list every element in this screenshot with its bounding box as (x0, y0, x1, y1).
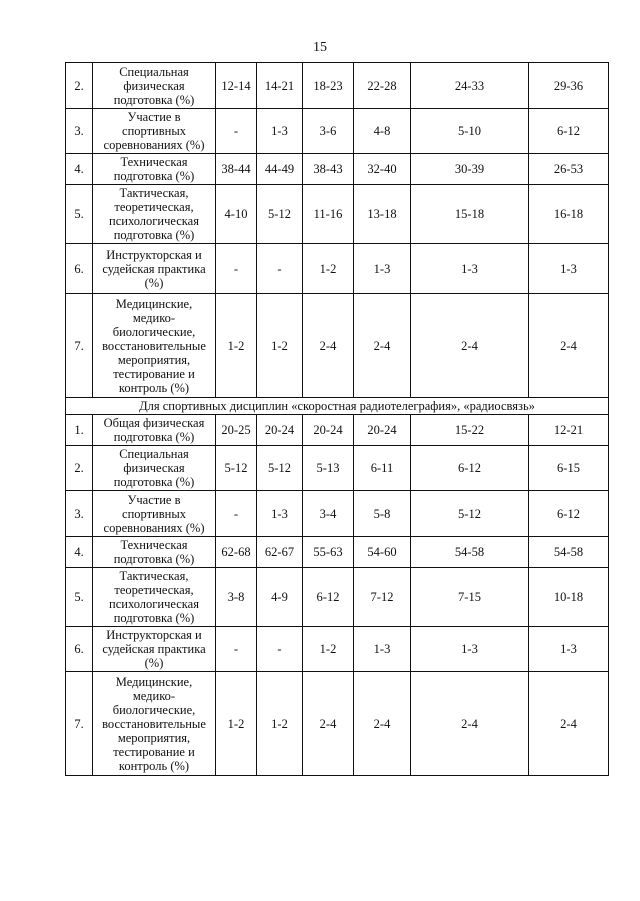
value-cell: 6-15 (529, 446, 609, 491)
value-cell: 5-12 (216, 446, 257, 491)
value-cell: 18-23 (303, 63, 354, 109)
value-cell: 20-24 (257, 415, 303, 446)
value-cell: 54-60 (354, 537, 411, 568)
section-header-row (66, 398, 609, 415)
value-cell: 15-18 (411, 185, 529, 244)
table-section-header (66, 398, 609, 415)
table-row (66, 627, 609, 672)
value-cell: 11-16 (303, 185, 354, 244)
value-cell: 5-12 (257, 185, 303, 244)
row-label: Инструкторская и судейская практика (%) (93, 244, 216, 294)
row-label: Специальная физическая подготовка (%) (93, 446, 216, 491)
row-label: Тактическая, теоретическая, психологическая подготовка (%) (93, 185, 216, 244)
section-header: Для спортивных дисциплин «скоростная радиотелеграфия», «радиосвязь» (66, 398, 609, 415)
row-label: Медицинские, медико-биологические, восстановительные мероприятия, тестирование и контроль (%) (93, 672, 216, 776)
value-cell: 1-3 (257, 491, 303, 537)
row-label: Общая физическая подготовка (%) (93, 415, 216, 446)
value-cell: 38-43 (303, 154, 354, 185)
value-cell: 5-8 (354, 491, 411, 537)
table-row (66, 446, 609, 491)
row-label: Техническая подготовка (%) (93, 537, 216, 568)
value-cell: 1-3 (529, 244, 609, 294)
value-cell: 1-2 (303, 627, 354, 672)
value-cell: 12-21 (529, 415, 609, 446)
row-number: 5. (66, 185, 93, 244)
value-cell: - (216, 244, 257, 294)
row-number: 2. (66, 446, 93, 491)
value-cell: 20-24 (303, 415, 354, 446)
value-cell: 2-4 (411, 672, 529, 776)
value-cell: 2-4 (354, 294, 411, 398)
value-cell: 4-9 (257, 568, 303, 627)
value-cell: 54-58 (411, 537, 529, 568)
value-cell: - (257, 244, 303, 294)
value-cell: 5-12 (257, 446, 303, 491)
value-cell: 1-3 (411, 244, 529, 294)
row-label: Участие в спортивных соревнованиях (%) (93, 491, 216, 537)
row-number: 4. (66, 537, 93, 568)
row-number: 6. (66, 244, 93, 294)
table-row (66, 491, 609, 537)
value-cell: 14-21 (257, 63, 303, 109)
value-cell: 5-12 (411, 491, 529, 537)
row-label: Техническая подготовка (%) (93, 154, 216, 185)
value-cell: 1-3 (411, 627, 529, 672)
value-cell: 24-33 (411, 63, 529, 109)
value-cell: - (257, 627, 303, 672)
value-cell: 55-63 (303, 537, 354, 568)
value-cell: 62-68 (216, 537, 257, 568)
table-row (66, 244, 609, 294)
value-cell: 1-2 (216, 672, 257, 776)
value-cell: 4-10 (216, 185, 257, 244)
table-row (66, 672, 609, 776)
row-number: 5. (66, 568, 93, 627)
value-cell: 54-58 (529, 537, 609, 568)
table-section-2 (66, 415, 609, 776)
value-cell: 2-4 (529, 672, 609, 776)
value-cell: - (216, 491, 257, 537)
value-cell: 2-4 (411, 294, 529, 398)
row-number: 1. (66, 415, 93, 446)
value-cell: 44-49 (257, 154, 303, 185)
table-row (66, 63, 609, 109)
value-cell: 4-8 (354, 109, 411, 154)
value-cell: 6-12 (303, 568, 354, 627)
row-label: Медицинские, медико-биологические, восстановительные мероприятия, тестирование и контроль (%) (93, 294, 216, 398)
value-cell: 32-40 (354, 154, 411, 185)
value-cell: 30-39 (411, 154, 529, 185)
value-cell: 1-3 (354, 244, 411, 294)
value-cell: 2-4 (303, 672, 354, 776)
row-number: 3. (66, 491, 93, 537)
row-number: 4. (66, 154, 93, 185)
value-cell: 2-4 (529, 294, 609, 398)
value-cell: 6-12 (529, 491, 609, 537)
value-cell: 26-53 (529, 154, 609, 185)
table-row (66, 294, 609, 398)
row-label: Инструкторская и судейская практика (%) (93, 627, 216, 672)
value-cell: 1-2 (216, 294, 257, 398)
value-cell: 3-8 (216, 568, 257, 627)
value-cell: 7-15 (411, 568, 529, 627)
page-number: 15 (313, 40, 327, 55)
value-cell: 1-2 (257, 672, 303, 776)
value-cell: 1-2 (257, 294, 303, 398)
row-label: Тактическая, теоретическая, психологическая подготовка (%) (93, 568, 216, 627)
training-table (65, 62, 609, 776)
table-section-1 (66, 63, 609, 398)
value-cell: 10-18 (529, 568, 609, 627)
value-cell: 62-67 (257, 537, 303, 568)
value-cell: 20-25 (216, 415, 257, 446)
table-row (66, 568, 609, 627)
table-row (66, 415, 609, 446)
value-cell: 29-36 (529, 63, 609, 109)
row-number: 6. (66, 627, 93, 672)
value-cell: 15-22 (411, 415, 529, 446)
value-cell: 2-4 (303, 294, 354, 398)
row-label: Специальная физическая подготовка (%) (93, 63, 216, 109)
row-label: Участие в спортивных соревнованиях (%) (93, 109, 216, 154)
row-number: 3. (66, 109, 93, 154)
table-row (66, 154, 609, 185)
value-cell: 22-28 (354, 63, 411, 109)
row-number: 2. (66, 63, 93, 109)
value-cell: 6-12 (411, 446, 529, 491)
value-cell: 20-24 (354, 415, 411, 446)
value-cell: 1-3 (354, 627, 411, 672)
value-cell: 1-3 (257, 109, 303, 154)
row-number: 7. (66, 672, 93, 776)
value-cell: 1-3 (529, 627, 609, 672)
value-cell: 5-13 (303, 446, 354, 491)
value-cell: 12-14 (216, 63, 257, 109)
value-cell: 3-4 (303, 491, 354, 537)
table-row (66, 537, 609, 568)
value-cell: 16-18 (529, 185, 609, 244)
value-cell: 7-12 (354, 568, 411, 627)
value-cell: 13-18 (354, 185, 411, 244)
table-row (66, 185, 609, 244)
value-cell: 6-12 (529, 109, 609, 154)
row-number: 7. (66, 294, 93, 398)
value-cell: 1-2 (303, 244, 354, 294)
value-cell: - (216, 627, 257, 672)
value-cell: 3-6 (303, 109, 354, 154)
value-cell: - (216, 109, 257, 154)
table-row (66, 109, 609, 154)
value-cell: 5-10 (411, 109, 529, 154)
value-cell: 38-44 (216, 154, 257, 185)
value-cell: 2-4 (354, 672, 411, 776)
value-cell: 6-11 (354, 446, 411, 491)
